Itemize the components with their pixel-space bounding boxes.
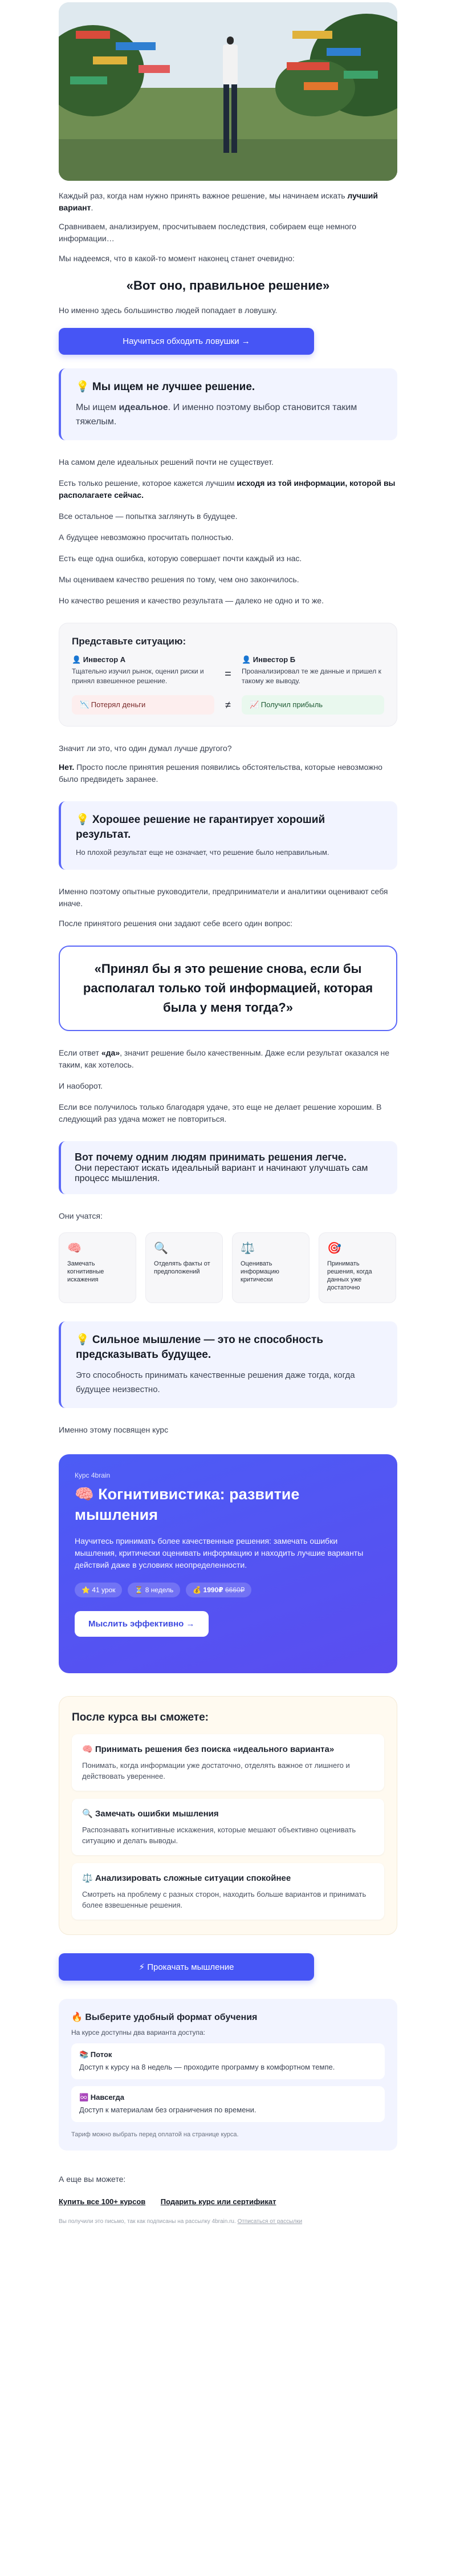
target-icon: 🎯 [327,1242,341,1255]
hero-image [59,2,397,181]
body-paragraph: На самом деле идеальных решений почти не существует. [59,457,274,466]
body-paragraph: Есть еще одна ошибка, которую совершает почти каждый из нас. [59,554,302,563]
callout-title: Вот почему одним людям принимать решения легче. [75,1151,347,1163]
course-description: Научитесь принимать более качественные решения: замечать ошибки мышления, критически оценивать информацию и находить лучшие варианты действий даже в условиях неопределенности. [75,1536,364,1569]
course-card [59,1454,397,1673]
after-title: После курса вы сможете: [72,1711,209,1723]
situation-box [59,623,397,727]
body-paragraph: Есть только решение, которое кажется лучшим исходя из той информации, которой вы располагаете сейчас. [59,478,396,500]
unsubscribe-link[interactable]: Отписаться от рассылки [237,2218,303,2225]
body-paragraph: После принятого решения они задают себе всего один вопрос: [59,919,293,928]
scales-icon: ⚖️ [241,1242,255,1255]
callout-text: Но плохой результат еще не означает, что решение было неправильным. [76,848,329,857]
body-paragraph: Нет. Просто после принятия решения появились обстоятельства, которые невозможно было предвидеть заранее. [59,762,382,784]
equals-sign: = [225,668,231,680]
more-title: А еще вы можете: [59,2175,126,2184]
course-intro: Именно этому посвящен курс [59,1425,169,1434]
body-paragraph: Если все получилось только благодаря удаче, это еще не делает решение хорошим. В следующий раз удача может не повториться. [59,1102,382,1123]
more-links [59,2197,397,2207]
benefit-item: 🔍 Замечать ошибки мышления Распознавать когнитивные искажения, которые мешают объективно оценивать ситуацию и делать выводы. [72,1799,384,1855]
intro-paragraph-3: Мы надеемся, что в какой-то момент наконец станет очевидно: [59,254,295,263]
gift-course-link[interactable]: Подарить курс или сертификат [160,2197,276,2206]
magnifier-icon: 🔍 [154,1242,168,1255]
investor-b: 👤 Инвестор Б Проанализировал те же данные и пришел к такому же выводу. [242,655,381,685]
think-effectively-button[interactable]: Мыслить эффективно → [75,1611,209,1637]
callout-strong-thinking [59,1321,397,1408]
big-quote: «Вот оно, правильное решение» [126,278,330,293]
body-paragraph: Все остальное — попытка заглянуть в будущее. [59,512,238,521]
benefit-item: ⚖️ Анализировать сложные ситуации спокойнее Смотреть на проблему с разных сторон, находить больше вариантов и принимать более взвешенные решения. [72,1863,384,1920]
body-paragraph: А будущее невозможно просчитать полностью. [59,533,234,542]
brain-icon: 🧠 [67,1242,82,1255]
skills-cards [59,1232,397,1303]
intro-paragraph-4: Но именно здесь большинство людей попадает в ловушку. [59,306,278,315]
body-paragraph: Если ответ «да», значит решение было качественным. Даже если результат оказался не таким, как хотелось. [59,1048,390,1069]
callout-text: Они перестают искать идеальный вариант и начинают улучшать сам процесс мышления. [75,1163,368,1183]
benefit-item: 🧠 Принимать решения без поиска «идеального варианта» Понимать, когда информации уже достаточно, отделять важное от лишнего и действовать увереннее. [72,1734,384,1791]
hero-illustration [59,2,397,181]
callout-title: 💡 Мы ищем не лучшее решение. [76,381,255,393]
footer: Вы получили это письмо, так как подписаны на рассылку 4brain.ru. Отписаться от рассылки [59,2218,303,2225]
duration-badge: ⏳ 8 недель [128,1583,180,1597]
format-note: Тариф можно выбрать перед оплатой на странице курса. [71,2131,239,2138]
body-paragraph: И наоборот. [59,1081,103,1090]
callout-good-decision [59,801,397,870]
lessons-badge: ⭐ 41 урок [75,1583,122,1597]
callout-text: Это способность принимать качественные решения даже тогда, когда будущее неизвестно. [76,1370,355,1394]
format-title: 🔥 Выберите удобный формат обучения [71,2013,258,2022]
skill-card: 🧠 Замечать когнитивные искажения [59,1232,136,1303]
learn-intro: Они учатся: [59,1211,103,1220]
intro-paragraph-1: Каждый раз, когда нам нужно принять важное решение, мы начинаем искать лучший вариант. [59,191,378,212]
callout-not-best [59,368,397,440]
not-equal-sign: ≠ [225,699,231,711]
learn-traps-button[interactable]: Научиться обходить ловушки → [59,328,314,355]
format-option-forever: ♾️ Навсегда Доступ к материалам без ограничения по времени. [71,2086,385,2122]
skill-card: 🎯 Принимать решения, когда данных уже достаточно [319,1232,396,1303]
skill-card: 🔍 Отделять факты от предположений [145,1232,223,1303]
format-option-stream: 📚 Поток Доступ к курсу на 8 недель — проходите программу в комфортном темпе. [71,2043,385,2079]
intro-paragraph-2: Сравниваем, анализируем, просчитываем последствия, собираем еще немного информации… [59,222,357,243]
result-loss: 📉 Потерял деньги [72,695,214,715]
boost-thinking-button[interactable]: ⚡ Прокачать мышление [59,1953,314,1981]
after-course-box [59,1696,397,1935]
body-paragraph: Именно поэтому опытные руководители, предприниматели и аналитики оценивают себя иначе. [59,887,388,908]
body-paragraph: Но качество решения и качество результата — далеко не одно и то же. [59,596,324,605]
investor-a: 👤 Инвестор А Тщательно изучил рынок, оценил риски и принял взвешенное решение. [72,655,204,685]
format-box [59,1999,397,2151]
format-subtitle: На курсе доступны два варианта доступа: [71,2029,206,2037]
key-question: «Принял бы я это решение снова, если бы располагал только той информацией, которая была у меня тогда?» [59,946,397,1031]
situation-title: Представьте ситуацию: [72,636,186,647]
body-paragraph: Значит ли это, что один думал лучше другого? [59,744,232,753]
result-profit: 📈 Получил прибыль [242,695,384,715]
course-title: 🧠 Когнитивистика: развитие мышления [75,1486,300,1523]
callout-title: 💡 Хорошее решение не гарантирует хороший результат. [76,814,325,841]
callout-text: Мы ищем идеальное. И именно поэтому выбор становится таким тяжелым. [76,403,357,427]
callout-easier [59,1141,397,1194]
course-tag: Курс 4brain [75,1471,111,1479]
price-badge: 💰 1990₽ 6660₽ [186,1583,251,1597]
body-paragraph: Мы оцениваем качество решения по тому, чем оно закончилось. [59,575,299,584]
callout-title: 💡 Сильное мышление — это не способность предсказывать будущее. [76,1334,323,1361]
course-meta [75,1583,381,1597]
buy-all-courses-link[interactable]: Купить все 100+ курсов [59,2197,146,2206]
skill-card: ⚖️ Оценивать информацию критически [232,1232,310,1303]
